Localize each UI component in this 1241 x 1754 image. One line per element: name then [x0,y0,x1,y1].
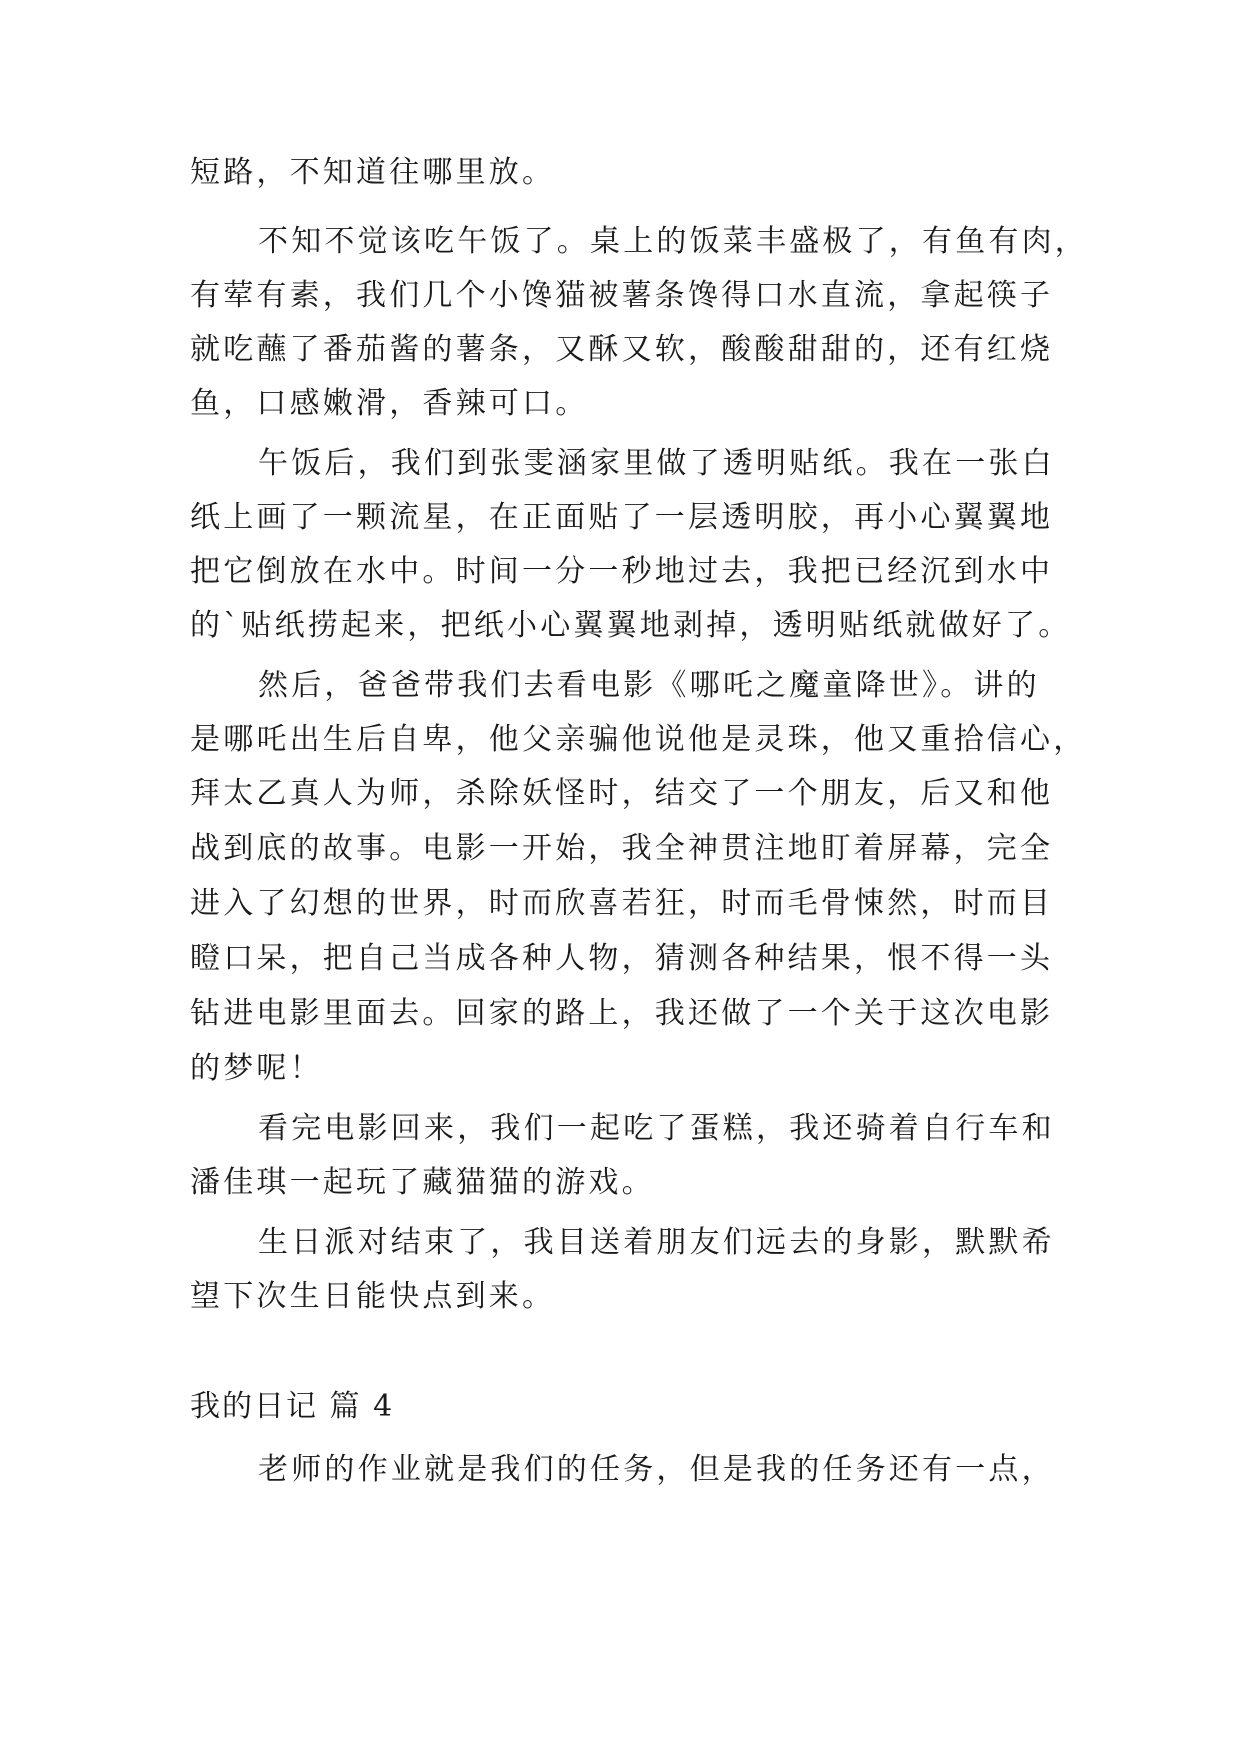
paragraph-start-line: 生日派对结束了，我目送着朋友们远去的身影，默默希 [258,1225,1055,1260]
paragraph-start-line: 然后，爸爸带我们去看电影《哪吒之魔童降世》。讲的 [258,668,1040,703]
text-line: 瞪口呆，把自己当成各种人物，猜测各种结果，恨不得一头 [190,941,1054,976]
text-line: 鱼，口感嫩滑，香辣可口。 [190,386,589,421]
text-line: 钻进电影里面去。回家的路上，我还做了一个关于这次电影 [190,996,1054,1031]
paragraph-start-line: 午饭后，我们到张雯涵家里做了透明贴纸。我在一张白 [258,446,1055,481]
text-line: 的梦呢！ [190,1051,323,1086]
paragraph-start-line: 看完电影回来，我们一起吃了蛋糕，我还骑着自行车和 [258,1111,1055,1146]
text-line: 拜太乙真人为师，杀除妖怪时，结交了一个朋友，后又和他 [190,776,1054,811]
text-line: 潘佳琪一起玩了藏猫猫的游戏。 [190,1165,655,1200]
text-line: 进入了幻想的世界，时而欣喜若狂，时而毛骨悚然，时而目 [190,886,1054,921]
text-line: 短路，不知道往哪里放。 [190,155,556,190]
section-heading: 我的日记 篇 4 [190,1389,395,1424]
text-line: 战到底的故事。电影一开始，我全神贯注地盯着屏幕，完全 [190,831,1054,866]
text-line: 的`贴纸捞起来，把纸小心翼翼地剥掉，透明贴纸就做好了。 [190,608,1072,643]
text-line: 纸上画了一颗流星，在正面贴了一层透明胶，再小心翼翼地 [190,500,1054,535]
text-line: 把它倒放在水中。时间一分一秒地过去，我把已经沉到水中 [190,554,1054,589]
paragraph-start-line: 老师的作业就是我们的任务，但是我的任务还有一点， [258,1452,1055,1487]
text-line: 就吃蘸了番茄酱的薯条，又酥又软，酸酸甜甜的，还有红烧 [190,332,1054,367]
text-line: 望下次生日能快点到来。 [190,1279,556,1314]
paragraph-start-line: 不知不觉该吃午饭了。桌上的饭菜丰盛极了，有鱼有肉， [258,224,1088,259]
text-line: 是哪吒出生后自卑，他父亲骗他说他是灵珠，他又重拾信心， [190,722,1087,757]
text-line: 有荤有素，我们几个小馋猫被薯条馋得口水直流，拿起筷子 [190,278,1054,313]
